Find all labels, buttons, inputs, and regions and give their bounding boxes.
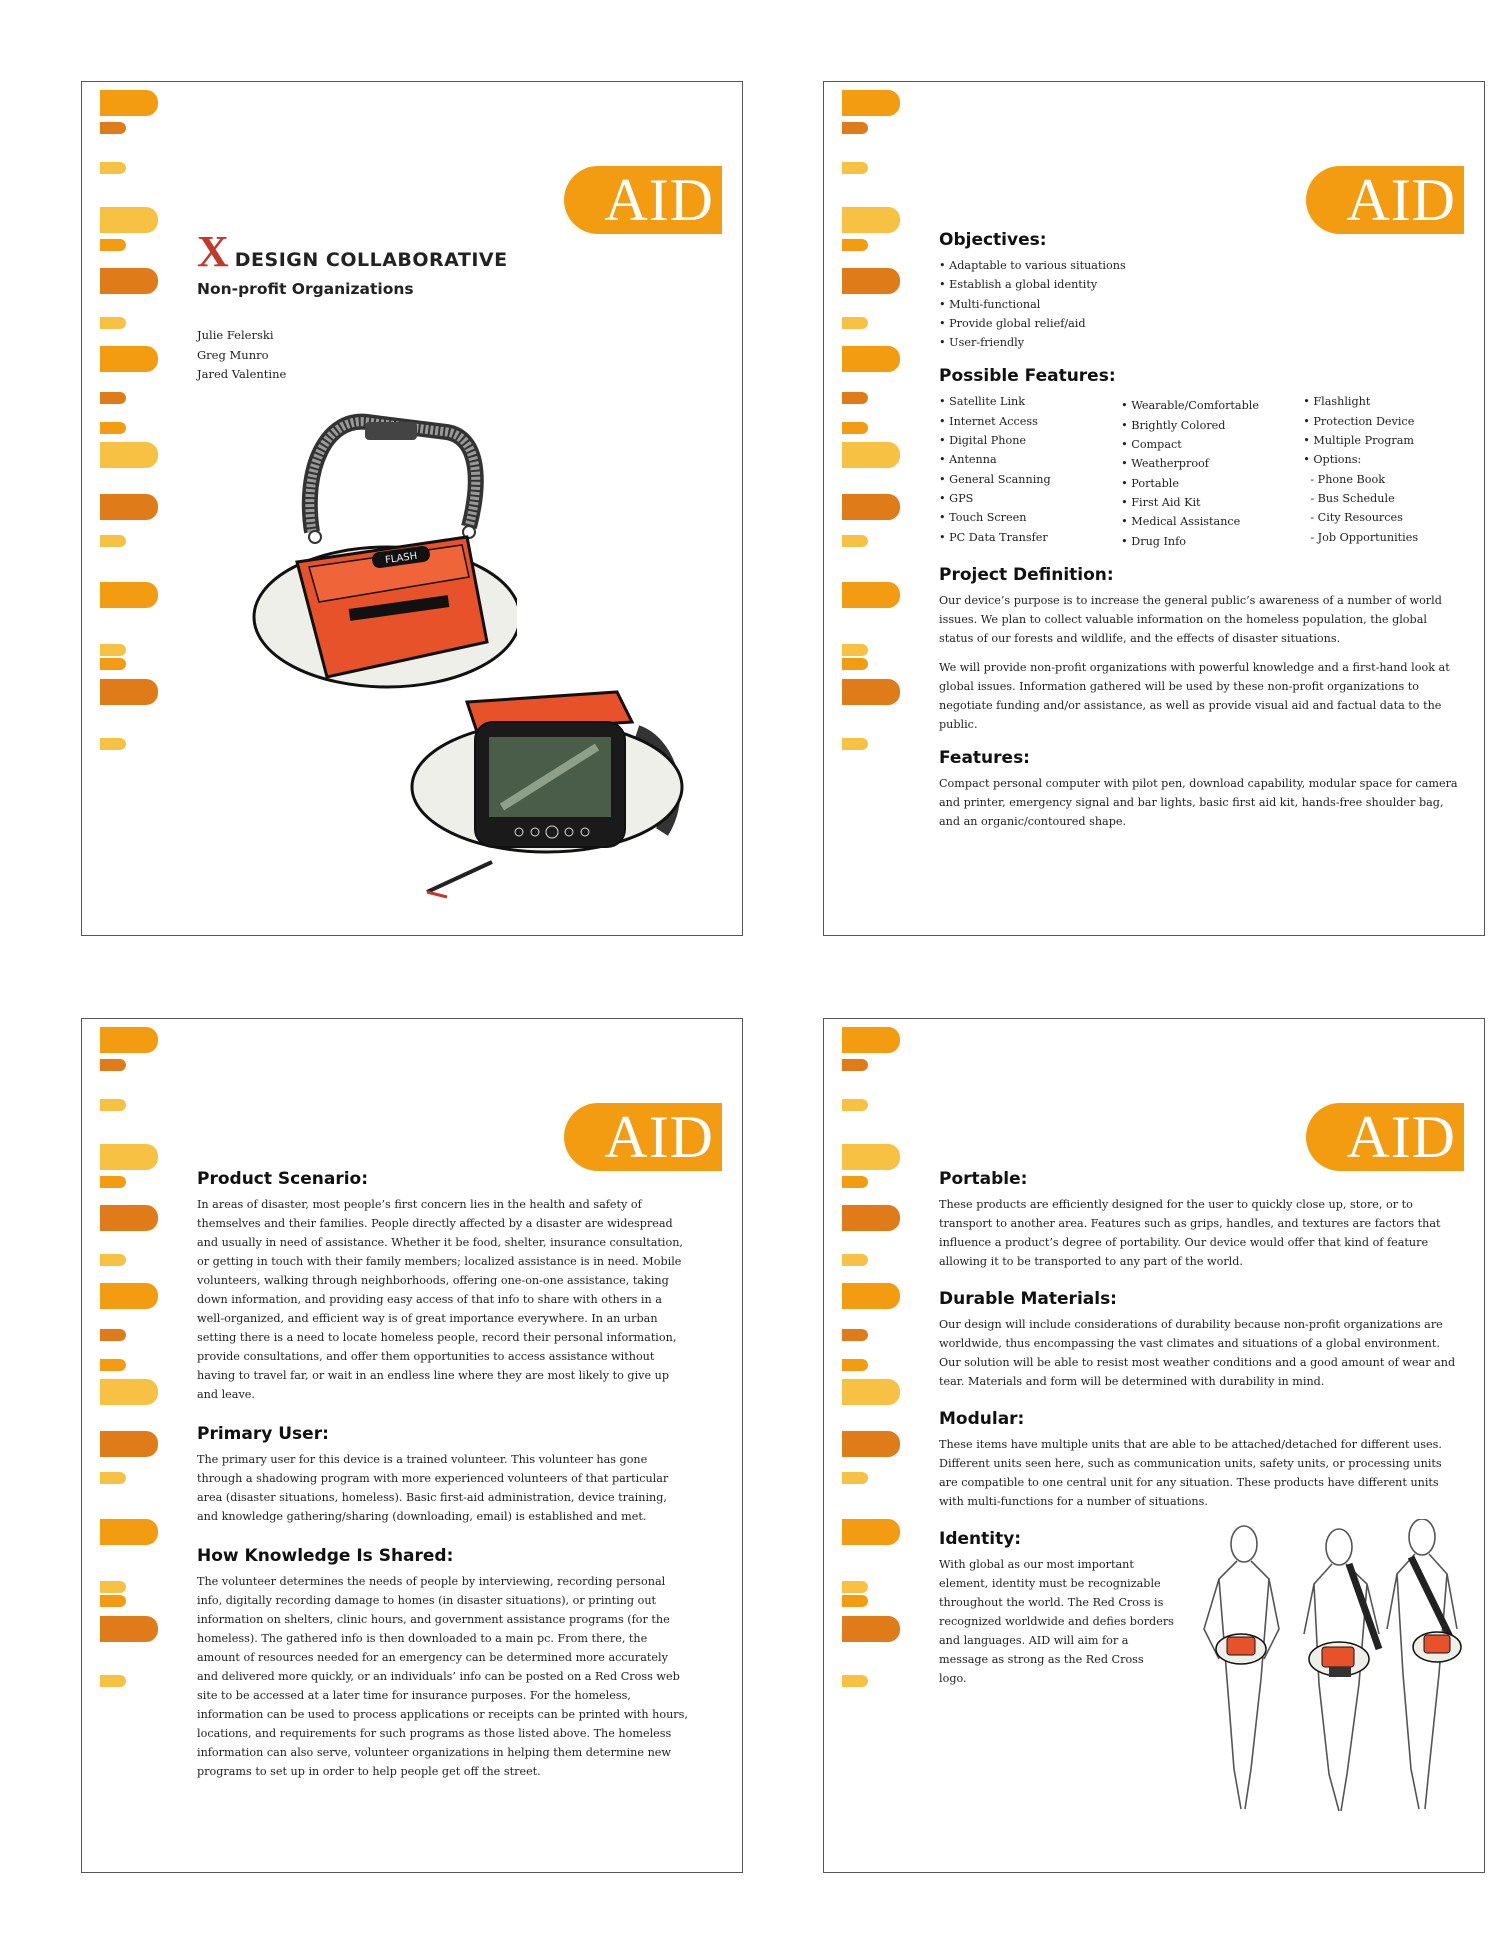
- side-tab: [100, 1254, 126, 1266]
- side-tab: [842, 1379, 900, 1405]
- side-tab: [842, 738, 868, 750]
- side-tab: [100, 658, 126, 670]
- side-tab: [842, 1616, 900, 1642]
- side-tab: [100, 1144, 158, 1170]
- side-tab: [100, 207, 158, 233]
- side-tabs: [842, 1019, 922, 1872]
- side-tab: [842, 122, 868, 134]
- side-tab: [842, 317, 868, 329]
- scenario-content: [197, 1169, 690, 1795]
- side-tab: [842, 1254, 868, 1266]
- side-tab: [842, 1283, 900, 1309]
- list-item: • First Aid Kit: [1121, 495, 1201, 509]
- features-columns: [939, 392, 1458, 550]
- author: Jared Valentine: [197, 367, 287, 381]
- side-tab: [100, 644, 126, 656]
- objectives-heading: Objectives:: [939, 230, 1047, 250]
- side-tab: [842, 1431, 900, 1457]
- side-tabs: [100, 1019, 180, 1872]
- side-tabs: [100, 82, 180, 935]
- side-tab: [100, 268, 158, 294]
- side-tab: [842, 679, 900, 705]
- list-item: • Multi-functional: [939, 297, 1041, 311]
- page-qualities: [823, 1018, 1485, 1873]
- side-tab: [100, 239, 126, 251]
- list-item: • User-friendly: [939, 336, 1025, 350]
- page-cover: [81, 81, 743, 936]
- device-label: FLASH: [384, 550, 418, 567]
- side-tab: [842, 442, 900, 468]
- side-tab: [842, 422, 868, 434]
- side-tab: [842, 392, 868, 404]
- side-tab: [100, 1581, 126, 1593]
- list-item: • Touch Screen: [939, 511, 1027, 525]
- features-heading: Possible Features:: [939, 366, 1116, 387]
- list-item: - City Resources: [1303, 511, 1403, 525]
- identity-heading: Identity:: [939, 1529, 1022, 1549]
- side-tab: [842, 658, 868, 670]
- side-tab: [100, 162, 126, 174]
- side-tab: [100, 422, 126, 434]
- side-tab: [842, 268, 900, 294]
- side-tab: [100, 392, 126, 404]
- list-item: - Bus Schedule: [1303, 491, 1395, 505]
- side-tab: [842, 535, 868, 547]
- list-item: • Portable: [1121, 476, 1179, 490]
- side-tab: [100, 1283, 158, 1309]
- side-tab: [100, 738, 126, 750]
- side-tab: [842, 1144, 900, 1170]
- list-item: • Provide global relief/aid: [939, 316, 1086, 330]
- side-tab: [842, 90, 900, 116]
- objectives-list: [939, 256, 1458, 352]
- side-tab: [100, 535, 126, 547]
- side-tab: [842, 162, 868, 174]
- side-tab: [100, 1205, 158, 1231]
- side-tab: [100, 90, 158, 116]
- list-item: • Flashlight: [1303, 395, 1371, 409]
- side-tab: [100, 1472, 126, 1484]
- side-tab: [100, 1616, 158, 1642]
- features-column-1: [939, 392, 1121, 546]
- features-summary-text: Compact personal computer with pilot pen, download capability, modular space for camera and printer, emergency signal and bar lights, basic first aid kit, hands-free shoulder bag, and an organic/contoured shape.: [939, 776, 1458, 828]
- side-tab: [100, 679, 158, 705]
- side-tab: [842, 582, 900, 608]
- side-tab: [100, 1329, 126, 1341]
- side-tab: [842, 1595, 868, 1607]
- modular-text: These items have multiple units that are able to be attached/detached for different uses. Different units seen here, such as communication units, safety units, or processing units are compatible to one central unit for any situation. These products have different units with multi-functions for a number of situations.: [939, 1438, 1442, 1508]
- durable-heading: Durable Materials:: [939, 1289, 1117, 1309]
- side-tab: [842, 1027, 900, 1053]
- list-item: • Weatherproof: [1121, 457, 1209, 471]
- side-tab: [100, 1595, 126, 1607]
- side-tab: [100, 1431, 158, 1457]
- list-item: - Phone Book: [1303, 472, 1385, 486]
- side-tabs: [842, 82, 922, 935]
- side-tab: [842, 1205, 900, 1231]
- list-item: • Drug Info: [1121, 534, 1187, 548]
- side-tab: [842, 239, 868, 251]
- list-item: • Adaptable to various situations: [939, 259, 1126, 272]
- figures-wearing-device: [1189, 1519, 1464, 1819]
- list-item: • Compact: [1121, 438, 1182, 452]
- side-tab: [100, 582, 158, 608]
- durable-text: Our design will include considerations of durability because non-profit organizations are worldwide, thus encompassing the vast climates and situations of a global environment. Our solution will be able to resist most weather conditions and a good amount of wear and tear. Materials and form will be determined with durability in mind.: [939, 1318, 1456, 1388]
- side-tab: [842, 1176, 868, 1188]
- list-item: • Satellite Link: [939, 395, 1026, 409]
- side-tab: [842, 1329, 868, 1341]
- side-tab: [100, 122, 126, 134]
- side-tab: [100, 494, 158, 520]
- side-tab: [842, 1472, 868, 1484]
- list-item: • Protection Device: [1303, 414, 1415, 428]
- author: Greg Munro: [197, 347, 269, 362]
- features-summary-heading: Features:: [939, 747, 1030, 768]
- device-sketch-open: [407, 682, 707, 912]
- aid-logo: AID: [564, 1103, 722, 1171]
- list-item: • Options:: [1303, 453, 1362, 467]
- list-item: • Brightly Colored: [1121, 418, 1226, 432]
- side-tab: [842, 644, 868, 656]
- list-item: • Wearable/Comfortable: [1121, 399, 1259, 413]
- side-tab: [100, 1027, 158, 1053]
- objectives-content: [939, 230, 1458, 845]
- scenario-text: In areas of disaster, most people’s first concern lies in the health and safety of themselves and their families. People directly affected by a disaster are widespread and usually in need of assistance. Whether it be food, shelter, insurance consultation, or getting in touch with their family members; localized assistance is in need. Mobile volunteers, walking through neighborhoods, offering one-on-one assistance, taking down information, and providing easy access of that info to share with others in a well-organized, and efficient way is of great importance everywhere. In an urban setting there is a need to locate homeless people, record their personal information, provide consultations, and offer them opportunities to access assistance without having to travel far, or wait in an endless line where they are most likely to give up and leave.: [197, 1198, 683, 1401]
- list-item: • GPS: [939, 491, 974, 505]
- collaborative-name: DESIGN COLLABORATIVE: [234, 249, 508, 271]
- features-column-3: [1303, 392, 1458, 546]
- knowledge-text: The volunteer determines the needs of people by interviewing, recording personal info, digitally recording damage to homes (in disaster situations), or printing out information on shelters, clinic hours, and government assistance programs (for the homeless). The gathered info is then downloaded to a main pc. From there, the amount of resources needed for an emergency can be determined more accurately and delivered more quickly, or an individuals’ info can be posted on a Red Cross web site to be accessed at a later time for insurance purposes. For the homeless, information can be used to process applications or receipts can be printed with hours, locations, and requirements for such programs as those listed above. The homeless information can also serve, volunteer organizations in helping them determine new programs to set up in order to help people get off the street.: [197, 1575, 688, 1778]
- list-item: • Establish a global identity: [939, 278, 1098, 292]
- modular-heading: Modular:: [939, 1409, 1025, 1429]
- side-tab: [100, 346, 158, 372]
- primary-user-heading: Primary User:: [197, 1424, 329, 1444]
- side-tab: [100, 1519, 158, 1545]
- side-tab: [842, 1581, 868, 1593]
- x-logo-mark: X: [197, 227, 229, 276]
- list-item: • PC Data Transfer: [939, 530, 1048, 544]
- page-subtitle: Non-profit Organizations: [197, 280, 414, 298]
- side-tab: [842, 1519, 900, 1545]
- side-tab: [100, 1359, 126, 1371]
- knowledge-heading: How Knowledge Is Shared:: [197, 1546, 454, 1566]
- portable-heading: Portable:: [939, 1169, 1028, 1189]
- side-tab: [842, 1359, 868, 1371]
- side-tab: [100, 1379, 158, 1405]
- author-list: [197, 326, 286, 385]
- author: Julie Felerski: [197, 328, 274, 342]
- x-design-logo: [197, 227, 508, 276]
- features-column-2: [1121, 396, 1303, 550]
- side-tab: [100, 1176, 126, 1188]
- list-item: - Job Opportunities: [1303, 530, 1419, 544]
- page-scenario: [81, 1018, 743, 1873]
- portable-text: These products are efficiently designed for the user to quickly close up, store, or to transport to another area. Features such as grips, handles, and textures are factors that influence a product’s degree of portability. Our device would offer that kind of feature allowing it to be transported to any part of the world.: [939, 1198, 1441, 1268]
- side-tab: [842, 346, 900, 372]
- definition-paragraph: We will provide non-profit organizations with powerful knowledge and a first-hand look at global issues. Information gathered will be used by these non-profit organizations to negotiate funding and/or assistance, as well as provide visual aid and factual data to the public.: [939, 660, 1450, 731]
- side-tab: [100, 1099, 126, 1111]
- list-item: • General Scanning: [939, 472, 1051, 486]
- side-tab: [842, 1675, 868, 1687]
- aid-logo: AID: [564, 166, 722, 234]
- identity-text: With global as our most important element, identity must be recognizable throughout the world. The Red Cross is recognized worldwide and defies borders and languages. AID will aim for a message as strong as the Red Cross logo.: [939, 1558, 1174, 1685]
- side-tab: [842, 207, 900, 233]
- list-item: • Digital Phone: [939, 434, 1027, 448]
- aid-logo: AID: [1306, 166, 1464, 234]
- side-tab: [100, 1675, 126, 1687]
- definition-paragraph: Our device’s purpose is to increase the general public’s awareness of a number of world issues. We plan to collect valuable information on the homeless population, the global status of our forests and wildlife, and the effects of disaster situations.: [939, 593, 1442, 645]
- side-tab: [100, 442, 158, 468]
- page-objectives: [823, 81, 1485, 936]
- side-tab: [100, 317, 126, 329]
- list-item: • Multiple Program: [1303, 434, 1415, 448]
- side-tab: [842, 1099, 868, 1111]
- list-item: • Internet Access: [939, 414, 1038, 428]
- side-tab: [100, 1059, 126, 1071]
- list-item: • Medical Assistance: [1121, 515, 1241, 529]
- list-item: • Antenna: [939, 453, 997, 467]
- primary-user-text: The primary user for this device is a trained volunteer. This volunteer has gone through a shadowing program with more experienced volunteers of that particular area (disaster situations, homeless). Basic first-aid administration, device training, and knowledge gathering/sharing (downloading, email) is established and met.: [197, 1453, 669, 1523]
- side-tab: [842, 494, 900, 520]
- scenario-heading: Product Scenario:: [197, 1169, 369, 1189]
- side-tab: [842, 1059, 868, 1071]
- definition-heading: Project Definition:: [939, 564, 1114, 585]
- aid-logo: AID: [1306, 1103, 1464, 1171]
